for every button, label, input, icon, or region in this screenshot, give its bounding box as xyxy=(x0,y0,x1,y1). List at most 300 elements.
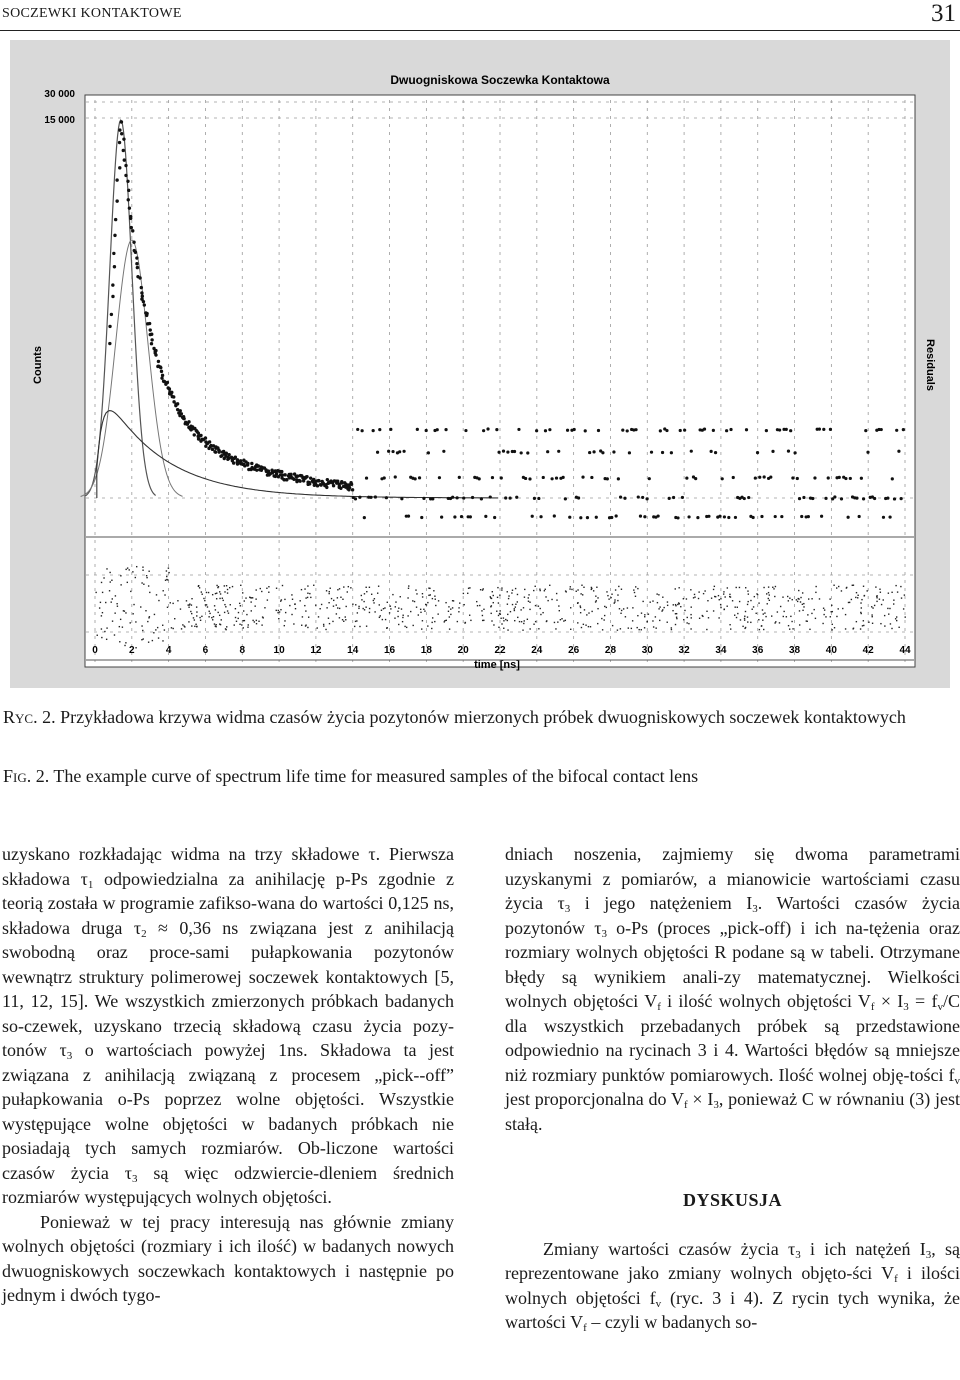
measured-point xyxy=(802,496,805,499)
residual-point xyxy=(611,594,612,595)
measured-point xyxy=(356,428,359,431)
residual-point xyxy=(188,607,189,608)
residual-point xyxy=(319,608,320,609)
residual-point xyxy=(675,624,676,625)
residual-point xyxy=(635,596,636,597)
residual-point xyxy=(158,600,159,601)
residual-point xyxy=(101,615,102,616)
residual-point xyxy=(215,609,216,610)
measured-point xyxy=(668,497,671,500)
residual-point xyxy=(861,607,862,608)
residual-point xyxy=(673,604,674,605)
residual-point xyxy=(224,585,225,586)
measured-point xyxy=(374,495,377,498)
residual-point xyxy=(775,586,776,587)
residual-point xyxy=(823,614,824,615)
residual-point xyxy=(115,595,116,596)
x-tick-label: 6 xyxy=(202,645,209,656)
residual-point xyxy=(323,625,324,626)
residual-point xyxy=(576,591,577,592)
residual-point xyxy=(590,626,591,627)
residual-point xyxy=(206,592,207,593)
residual-point xyxy=(132,613,133,614)
residual-point xyxy=(864,595,865,596)
residual-point xyxy=(106,568,107,569)
measured-point xyxy=(628,451,631,454)
residual-point xyxy=(747,604,748,605)
measured-point xyxy=(460,515,463,518)
residual-point xyxy=(663,607,664,608)
residual-point xyxy=(408,588,409,589)
residual-point xyxy=(224,591,225,592)
residual-point xyxy=(876,601,877,602)
measured-point xyxy=(732,476,735,479)
residual-point xyxy=(501,587,502,588)
residual-point xyxy=(718,617,719,618)
measured-point xyxy=(227,453,230,456)
x-tick-label: 20 xyxy=(457,645,469,656)
residual-point xyxy=(559,610,560,611)
measured-point xyxy=(592,450,595,453)
residual-point xyxy=(497,597,498,598)
measured-point xyxy=(458,476,461,479)
residual-point xyxy=(184,625,185,626)
residual-point xyxy=(748,593,749,594)
measured-point xyxy=(681,496,684,499)
residual-point xyxy=(584,609,585,610)
residual-point xyxy=(219,598,220,599)
measured-point xyxy=(440,516,443,519)
residual-point xyxy=(754,596,755,597)
residual-point xyxy=(545,596,546,597)
residual-point xyxy=(729,594,730,595)
residual-point xyxy=(498,602,499,603)
measured-point xyxy=(721,477,724,480)
residual-point xyxy=(764,612,765,613)
residual-point xyxy=(110,581,111,582)
measured-point xyxy=(326,478,329,481)
residual-point xyxy=(255,589,256,590)
measured-point xyxy=(332,484,335,487)
residual-point xyxy=(871,614,872,615)
residual-point xyxy=(211,617,212,618)
residual-point xyxy=(757,594,758,595)
residual-point xyxy=(597,608,598,609)
residual-point xyxy=(750,622,751,623)
paragraph-components: uzyskano rozkładając widma na trzy składowe τ. Pierwsza składowa $\tau_1$ odpowiedzialna za anihilację p-Ps zgodnie z teorią została w programie zafikso-wana do wartości 0,125 ns, składowa druga $\tau_2 \approx 0,36$ ns związana jest z anihilacją swobodną oraz proce-sami pułapkowania pozytonów wewnątrz struktury polimerowej soczewek kontaktowych [5, 11, 12, 15]. We wszystkich zmierzonych próbkach badanych so-czewek, uzyskano trzecią składową czasu życia pozy-tonów $\tau_3$ o wartościach powyżej 1ns. Składowa ta jest związana z anihilacją związaną z procesem „pick--off” pułapkowania o-Ps poprzez wolne objętości. Wszystkie występujące wolne objętości w badanych próbkach nie posiadają tych samych rozmiarów. Ob-liczone wartości czasów życia $\tau_3$ są więc odzwiercie-dleniem średnich rozmiarów występujących wolnych objętości. xyxy=(2,844,454,1207)
residual-point xyxy=(498,615,499,616)
measured-point xyxy=(676,516,679,519)
residual-point xyxy=(507,620,508,621)
residual-point xyxy=(792,628,793,629)
residual-point xyxy=(337,597,338,598)
measured-point xyxy=(172,395,175,398)
residual-point xyxy=(621,610,622,611)
residual-point xyxy=(676,617,677,618)
residual-point xyxy=(751,609,752,610)
measured-point xyxy=(385,496,388,499)
residual-point xyxy=(789,628,790,629)
residual-point xyxy=(154,614,155,615)
residual-point xyxy=(499,610,500,611)
residual-point xyxy=(267,599,268,600)
residual-point xyxy=(392,594,393,595)
residual-point xyxy=(268,586,269,587)
residual-point xyxy=(450,608,451,609)
residual-point xyxy=(490,606,491,607)
residual-point xyxy=(234,624,235,625)
residual-point xyxy=(895,618,896,619)
residual-point xyxy=(208,616,209,617)
measured-point xyxy=(298,479,301,482)
residual-point xyxy=(511,592,512,593)
measured-point xyxy=(140,286,143,289)
residual-point xyxy=(803,606,804,607)
residual-point xyxy=(652,620,653,621)
residual-point xyxy=(723,593,724,594)
residual-point xyxy=(539,589,540,590)
measured-point xyxy=(573,428,576,431)
residual-point xyxy=(753,606,754,607)
residual-point xyxy=(482,620,483,621)
residual-point xyxy=(212,594,213,595)
x-tick-label: 12 xyxy=(310,645,322,656)
residual-point xyxy=(838,608,839,609)
measured-point xyxy=(683,429,686,432)
residual-point xyxy=(897,591,898,592)
residual-point xyxy=(492,591,493,592)
measured-point xyxy=(471,496,474,499)
residual-point xyxy=(735,606,736,607)
residual-point xyxy=(822,623,823,624)
residual-point xyxy=(491,613,492,614)
residual-point xyxy=(445,602,446,603)
residual-point xyxy=(625,616,626,617)
measured-point xyxy=(833,495,836,498)
residual-point xyxy=(124,610,125,611)
measured-point xyxy=(416,428,419,431)
residual-point xyxy=(788,625,789,626)
residual-point xyxy=(874,605,875,606)
measured-point xyxy=(136,266,139,269)
residual-point xyxy=(807,621,808,622)
residual-point xyxy=(191,604,192,605)
residual-point xyxy=(458,611,459,612)
residual-point xyxy=(196,611,197,612)
residual-point xyxy=(620,613,621,614)
measured-point xyxy=(639,514,642,517)
residual-point xyxy=(834,627,835,628)
residual-point xyxy=(416,593,417,594)
residual-point xyxy=(180,608,181,609)
residual-point xyxy=(279,611,280,612)
residual-point xyxy=(318,616,319,617)
residual-point xyxy=(507,614,508,615)
residual-point xyxy=(756,613,757,614)
measured-point xyxy=(211,448,214,451)
residual-point xyxy=(595,601,596,602)
residual-point xyxy=(655,616,656,617)
residual-point xyxy=(683,598,684,599)
measured-point xyxy=(509,496,512,499)
residual-point xyxy=(535,586,536,587)
residual-point xyxy=(199,587,200,588)
residual-point xyxy=(258,621,259,622)
residual-point xyxy=(452,600,453,601)
measured-point xyxy=(520,451,523,454)
residual-point xyxy=(586,614,587,615)
residual-point xyxy=(304,588,305,589)
measured-point xyxy=(199,434,202,437)
residual-point xyxy=(402,617,403,618)
residual-point xyxy=(116,603,117,604)
residual-point xyxy=(452,607,453,608)
residual-point xyxy=(240,585,241,586)
residual-point xyxy=(216,624,217,625)
x-tick-label: 0 xyxy=(92,645,98,656)
residual-point xyxy=(255,598,256,599)
measured-point xyxy=(789,429,792,432)
residual-point xyxy=(686,622,687,623)
residual-point xyxy=(606,591,607,592)
residual-point xyxy=(374,611,375,612)
measured-point xyxy=(118,166,121,169)
residual-point xyxy=(307,593,308,594)
measured-point xyxy=(723,515,726,518)
x-tick-label: 8 xyxy=(239,645,246,656)
residual-point xyxy=(95,592,96,593)
residual-point xyxy=(631,628,632,629)
residual-point xyxy=(617,600,618,601)
measured-point xyxy=(612,450,615,453)
residual-point xyxy=(165,580,166,581)
residual-point xyxy=(431,622,432,623)
left-column xyxy=(2,842,454,1308)
residual-point xyxy=(831,605,832,606)
residual-point xyxy=(642,601,643,602)
residual-point xyxy=(196,626,197,627)
residual-point xyxy=(260,588,261,589)
residual-point xyxy=(786,616,787,617)
residual-point xyxy=(415,589,416,590)
residual-point xyxy=(251,610,252,611)
residual-point xyxy=(713,589,714,590)
measured-point xyxy=(743,497,746,500)
residual-point xyxy=(136,566,137,567)
residual-point xyxy=(332,621,333,622)
chart-title: Dwuogniskowa Soczewka Kontaktowa xyxy=(390,73,610,87)
residual-point xyxy=(212,619,213,620)
residual-point xyxy=(678,602,679,603)
measured-point xyxy=(138,276,141,279)
residual-point xyxy=(125,642,126,643)
residual-point xyxy=(597,597,598,598)
residual-point xyxy=(614,601,615,602)
residual-point xyxy=(815,586,816,587)
residual-point xyxy=(555,628,556,629)
residual-point xyxy=(264,607,265,608)
measured-point xyxy=(442,450,445,453)
residual-point xyxy=(558,605,559,606)
residual-point xyxy=(680,606,681,607)
residual-point xyxy=(856,592,857,593)
residual-point xyxy=(291,614,292,615)
residual-point xyxy=(361,599,362,600)
measured-point xyxy=(891,477,894,480)
measured-point xyxy=(601,451,604,454)
residual-point xyxy=(153,632,154,633)
residual-point xyxy=(342,599,343,600)
residual-point xyxy=(469,587,470,588)
residual-point xyxy=(143,584,144,585)
residual-point xyxy=(398,624,399,625)
residual-point xyxy=(517,601,518,602)
residual-point xyxy=(800,601,801,602)
measured-point xyxy=(161,374,164,377)
measured-point xyxy=(679,429,682,432)
residual-point xyxy=(765,616,766,617)
measured-point xyxy=(111,295,114,298)
residual-point xyxy=(501,589,502,590)
residual-point xyxy=(336,613,337,614)
residual-point xyxy=(343,586,344,587)
residual-point xyxy=(397,616,398,617)
residual-point xyxy=(774,596,775,597)
residual-point xyxy=(106,627,107,628)
measured-point xyxy=(528,477,531,480)
residual-point xyxy=(103,577,104,578)
residual-point xyxy=(422,620,423,621)
residual-point xyxy=(637,588,638,589)
residual-point xyxy=(235,617,236,618)
measured-point xyxy=(517,428,520,431)
residual-point xyxy=(901,597,902,598)
measured-point xyxy=(214,450,217,453)
measured-point xyxy=(756,451,759,454)
measured-point xyxy=(482,429,485,432)
residual-point xyxy=(597,623,598,624)
residual-point xyxy=(235,608,236,609)
residual-point xyxy=(833,585,834,586)
residual-point xyxy=(244,600,245,601)
residual-point xyxy=(307,585,308,586)
residual-point xyxy=(309,593,310,594)
residual-point xyxy=(704,590,705,591)
residual-point xyxy=(888,613,889,614)
residual-point xyxy=(759,629,760,630)
residual-point xyxy=(120,575,121,576)
measured-point xyxy=(774,515,777,518)
residual-point xyxy=(482,589,483,590)
residual-point xyxy=(832,624,833,625)
residual-point xyxy=(355,604,356,605)
measured-point xyxy=(130,226,133,229)
measured-point xyxy=(860,477,863,480)
measured-point xyxy=(431,497,434,500)
residual-point xyxy=(310,597,311,598)
residual-point xyxy=(219,591,220,592)
residual-point xyxy=(141,639,142,640)
residual-point xyxy=(618,586,619,587)
residual-point xyxy=(148,585,149,586)
measured-point xyxy=(127,198,130,201)
residual-point xyxy=(446,620,447,621)
residual-point xyxy=(222,598,223,599)
measured-point xyxy=(309,476,312,479)
residual-point xyxy=(702,615,703,616)
residual-point xyxy=(380,615,381,616)
measured-point xyxy=(218,449,221,452)
residual-point xyxy=(414,601,415,602)
residual-point xyxy=(780,606,781,607)
residual-point xyxy=(659,606,660,607)
measured-point xyxy=(581,476,584,479)
residual-point xyxy=(744,618,745,619)
measured-point xyxy=(657,514,660,517)
residual-point xyxy=(539,590,540,591)
residual-point xyxy=(694,596,695,597)
residual-point xyxy=(691,617,692,618)
residual-point xyxy=(317,627,318,628)
residual-point xyxy=(111,601,112,602)
residual-point xyxy=(114,634,115,635)
residual-point xyxy=(787,596,788,597)
measured-point xyxy=(734,516,737,519)
residual-point xyxy=(872,616,873,617)
residual-point xyxy=(422,596,423,597)
residual-point xyxy=(170,602,171,603)
residual-point xyxy=(130,622,131,623)
measured-point xyxy=(154,353,157,356)
residual-point xyxy=(470,620,471,621)
residual-point xyxy=(307,597,308,598)
measured-point xyxy=(400,497,403,500)
residual-point xyxy=(305,610,306,611)
residual-point xyxy=(225,606,226,607)
residual-point xyxy=(135,577,136,578)
residual-point xyxy=(215,625,216,626)
measured-point xyxy=(148,322,151,325)
residual-point xyxy=(849,602,850,603)
residual-point xyxy=(672,610,673,611)
residual-point xyxy=(736,587,737,588)
residual-point xyxy=(514,608,515,609)
measured-point xyxy=(122,149,125,152)
residual-point xyxy=(798,598,799,599)
measured-point xyxy=(539,515,542,518)
residual-point xyxy=(156,594,157,595)
residual-point xyxy=(747,616,748,617)
measured-point xyxy=(555,476,558,479)
measured-point xyxy=(615,514,618,517)
measured-point xyxy=(114,218,117,221)
residual-point xyxy=(358,608,359,609)
measured-point xyxy=(182,417,185,420)
measured-point xyxy=(504,496,507,499)
residual-point xyxy=(544,590,545,591)
measured-point xyxy=(420,516,423,519)
residual-point xyxy=(374,598,375,599)
residual-point xyxy=(545,589,546,590)
measured-point xyxy=(855,496,858,499)
residual-point xyxy=(239,603,240,604)
residual-point xyxy=(800,597,801,598)
x-tick-label: 18 xyxy=(420,645,432,656)
caption-label-polish: Ryc. 2. xyxy=(3,707,56,727)
residual-point xyxy=(483,609,484,610)
residual-point xyxy=(867,590,868,591)
lifetime-spectrum-chart xyxy=(0,40,960,690)
